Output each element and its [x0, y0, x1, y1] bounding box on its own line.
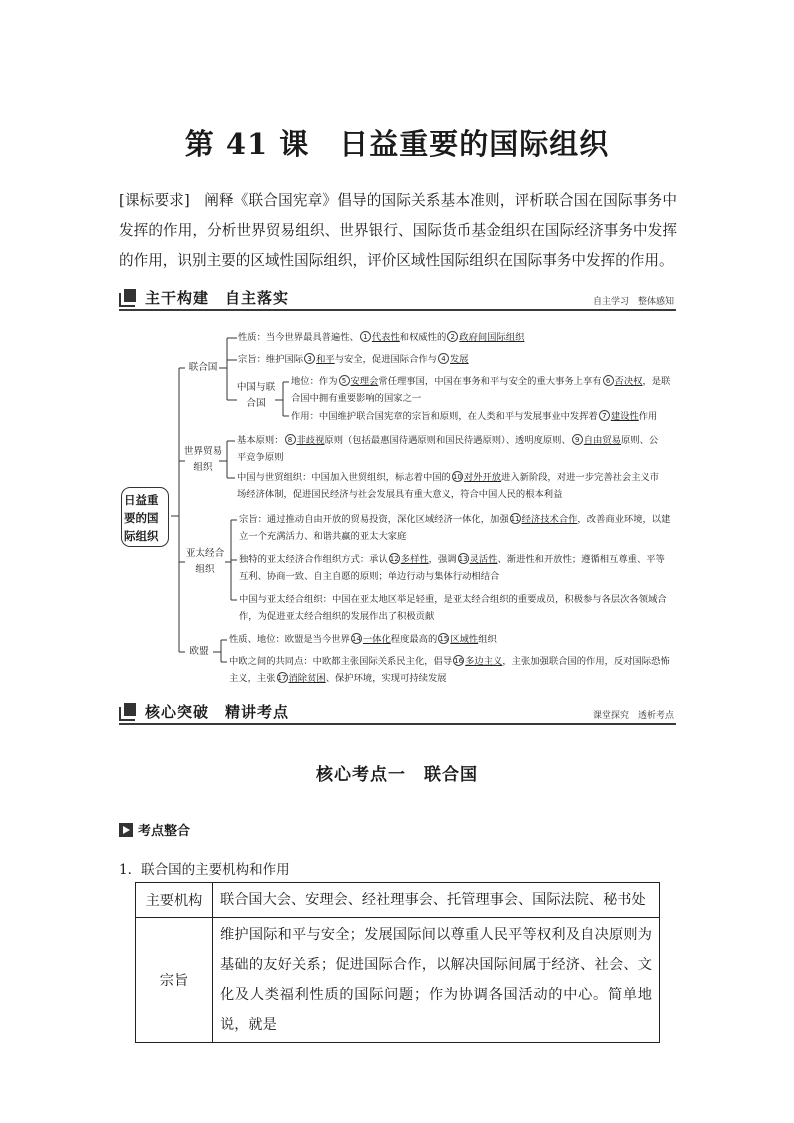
wto-china: 中国与世贸组织：中国加入世贸组织，标志着中国的 10 对外开放进入新阶段，对进一步完善社会主义市场经济体制，促进国民经济与社会发展具有重大意义，符合中国人民的根本利益: [237, 472, 660, 500]
section-bar-core: [119, 701, 676, 725]
book-icon: [119, 289, 139, 307]
apec-china: 中国与亚太经合组织：中国在亚太地区举足轻重，是亚太经合组织的重要成员，积极参与各层次各领域合作，为促进亚太经合组织的发展作出了积极贡献: [239, 594, 667, 622]
un-china-status: 地位：作为 5 安理会常任理事国，中国在事务和平与安全的重大事务上享有 6 否决权，是联合国中拥有重要影响的国家之一: [291, 376, 671, 404]
page-title: 第 41 课 日益重要的国际组织: [184, 127, 610, 161]
core-point-heading: 核心考点一 联合国: [316, 765, 478, 785]
curriculum-requirements: [119, 186, 677, 276]
table-cell-key: 宗旨: [136, 918, 213, 1043]
table-cell-key: 主要机构: [136, 883, 213, 918]
section-bar-main: [119, 287, 676, 311]
requirements-text: 阐释《联合国宪章》倡导的国际关系基本准则，评析联合国在国际事务中发挥的作用，分析世界贸易组织、世界银行、国际货币基金组织在国际经济事务中发挥的作用，识别主要的区域性国际组织，评价区域性国际组织在国际事务中发挥的作用。: [119, 192, 677, 269]
play-icon: [119, 823, 133, 837]
requirements-label: [课标要求]: [119, 192, 190, 209]
table-cell-value: 联合国大会、安理会、经社理事会、托管理事会、国际法院、秘书处: [213, 883, 660, 918]
mind-map-root: 日益重要的国际组织: [121, 487, 169, 547]
section-subtitle: 自主学习 整体感知: [592, 297, 674, 307]
un-organs-table: [135, 882, 660, 1043]
eu-nature: 性质、地位：欧盟是当今世界 14 一体化程度最高的 15 区域性组织: [229, 634, 497, 645]
branch-apec: 亚太经合组织: [185, 548, 225, 575]
section-subtitle: 课堂探究 透析考点: [592, 711, 674, 721]
apec-purpose: 宗旨：通过推动自由开放的贸易投资，深化区域经济一体化，加强 11 经济技术合作，改善商业环境，以建立一个充满活力、和谐共赢的亚太大家庭: [239, 514, 671, 542]
section-title: 主干构建 自主落实: [145, 289, 290, 307]
apec-mode: 独特的亚太经济合作组织方式：承认 12 多样性，强调 13 灵活性、渐进性和开放性；遵循相互尊重、平等互利、协商一致、自主自愿的原则；单边行动与集体行动相结合: [239, 554, 665, 582]
branch-china-un: 中国与联合国: [236, 382, 276, 409]
table-row: [136, 883, 660, 918]
item-heading: 1．联合国的主要机构和作用: [119, 862, 290, 878]
table-row: [136, 918, 660, 1043]
mind-map: [119, 320, 679, 692]
un-nature: 性质：当今世界最具普遍性、 1 代表性和权威性的 2 政府间国际组织: [238, 332, 525, 343]
integrate-heading: 考点整合: [119, 820, 190, 839]
un-purpose: 宗旨：维护国际 3 和平与安全，促进国际合作与 4 发展: [238, 354, 469, 365]
un-china-role: 作用：中国维护联合国宪章的宗旨和原则，在人类和平与发展事业中发挥着 7 建设性作用: [291, 411, 658, 422]
wto-principle: 基本原则： 8 非歧视原则（包括最惠国待遇原则和国民待遇原则）、透明度原则、 9 自由贸易原则、公平竞争原则: [237, 435, 659, 463]
branch-wto: 世界贸易组织: [183, 446, 223, 473]
branch-eu: 欧盟: [189, 646, 209, 657]
eu-common: 中欧之间的共同点：中欧都主张国际关系民主化，倡导 16 多边主义，主张加强联合国的作用，反对国际恐怖主义，主张 17 消除贫困、保护环境，实现可持续发展: [229, 656, 670, 684]
section-title: 核心突破 精讲考点: [145, 703, 290, 721]
table-cell-value: 维护国际和平与安全；发展国际间以尊重人民平等权利及自决原则为基础的友好关系；促进国际合作，以解决国际间属于经济、社会、文化及人类福利性质的国际问题；作为协调各国活动的中心。简单地说，就是: [213, 918, 660, 1043]
book-icon: [119, 703, 139, 721]
branch-un: 联合国: [188, 362, 218, 373]
